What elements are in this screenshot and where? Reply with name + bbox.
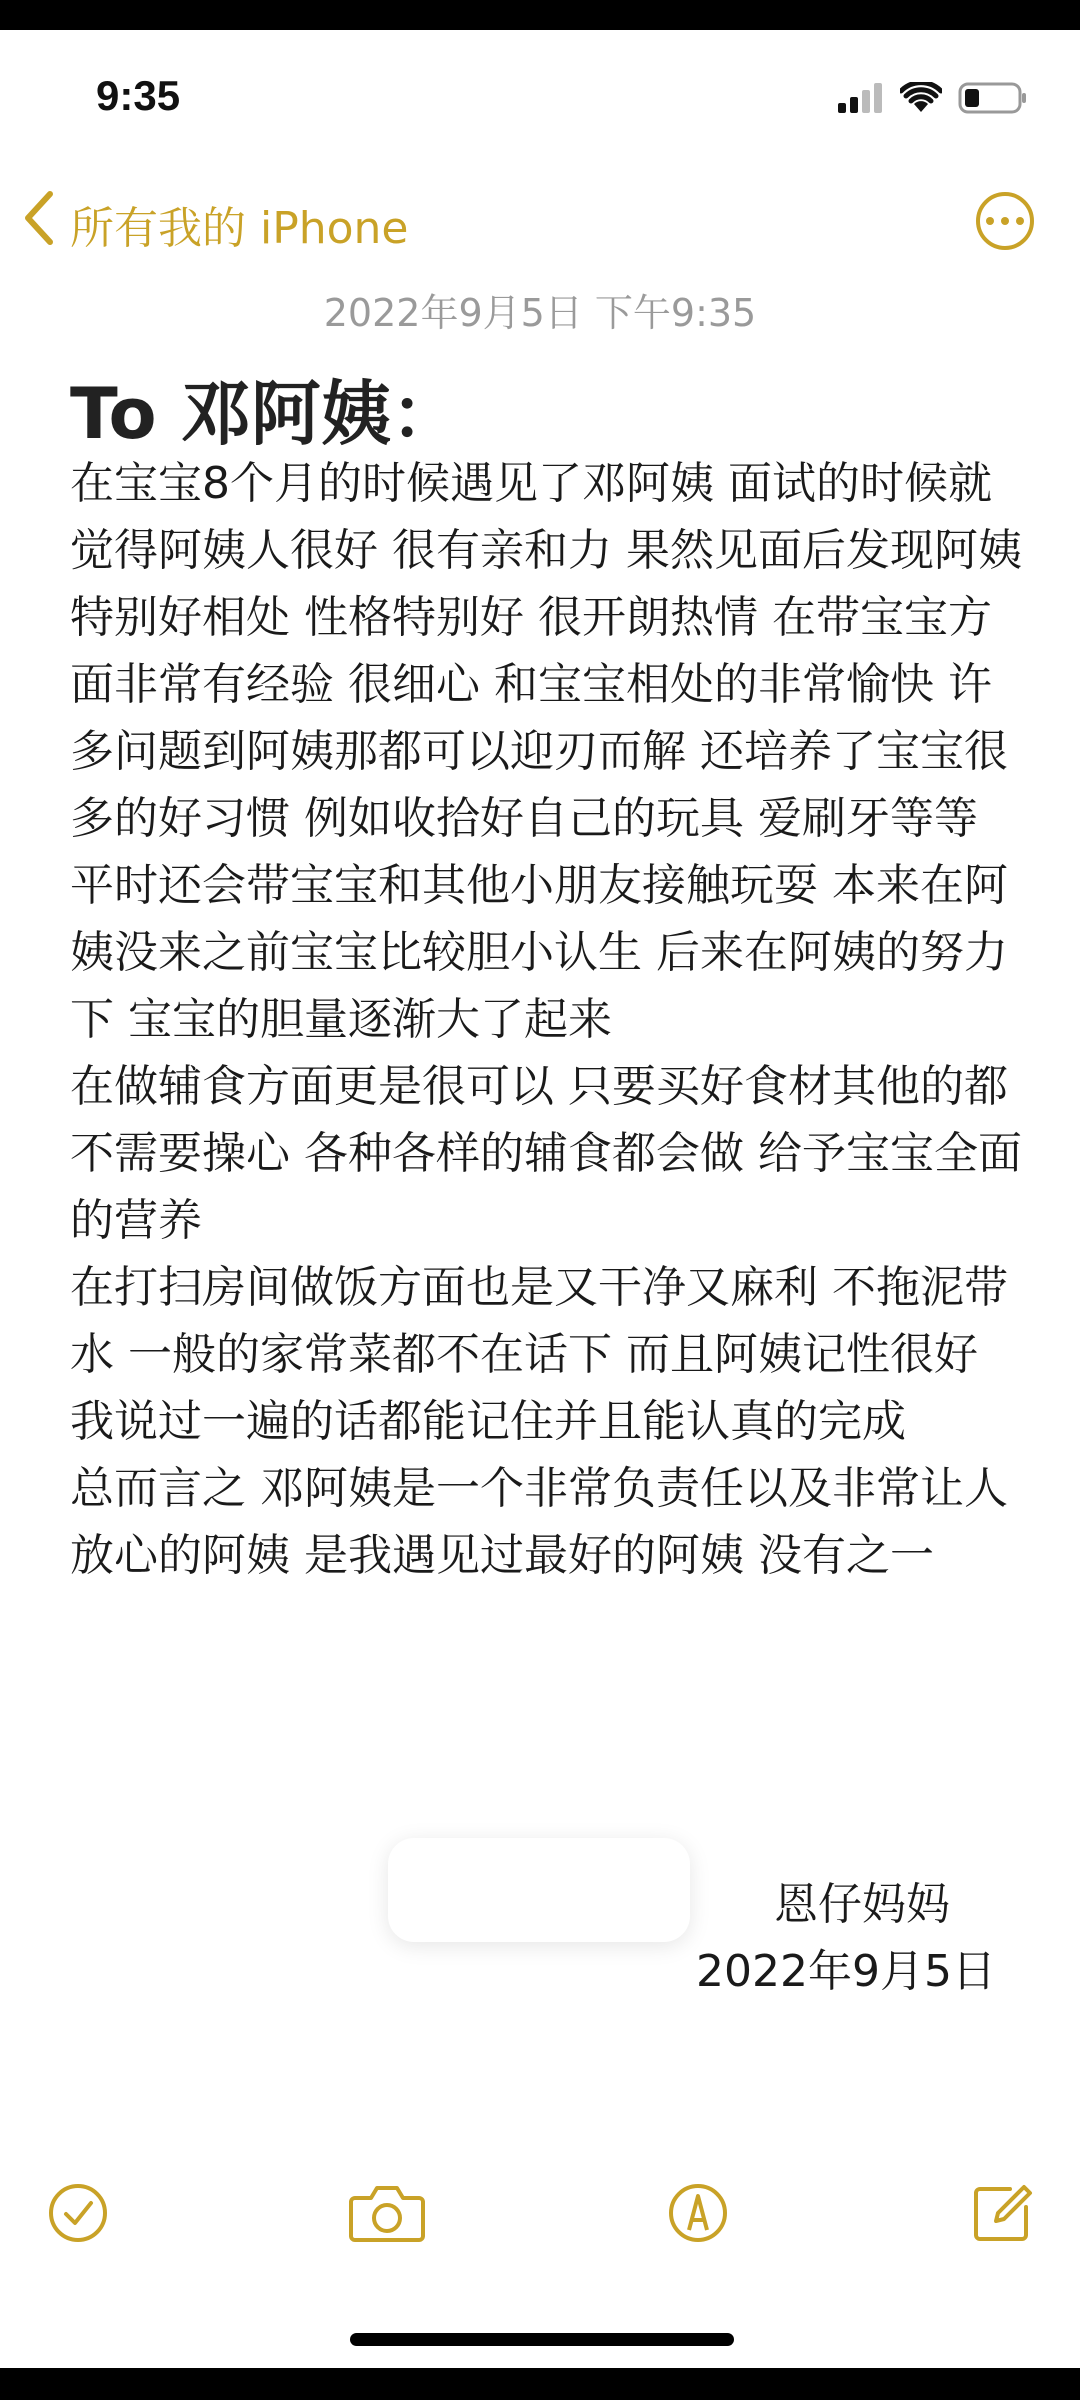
note-paragraph: 在打扫房间做饭方面也是又干净又麻利 不拖泥带水 一般的家常菜都不在话下 而且阿姨记性很好 我说过一遍的话都能记住并且能认真的完成 xyxy=(70,1262,1008,1447)
note-title[interactable]: To 邓阿姨： xyxy=(70,373,461,455)
note-paragraph: 总而言之 邓阿姨是一个非常负责任以及非常让人放心的阿姨 是我遇见过最好的阿姨 没有之一 xyxy=(70,1463,1008,1581)
top-border xyxy=(0,0,1080,30)
compose-icon xyxy=(970,2181,1034,2249)
back-button[interactable] xyxy=(22,190,409,257)
bottom-border xyxy=(0,2368,1080,2400)
wifi-icon xyxy=(900,82,942,118)
signature-date: 2022年9月5日 xyxy=(696,1946,996,1997)
compose-button[interactable] xyxy=(962,2175,1042,2255)
more-options-button[interactable] xyxy=(976,192,1034,250)
checklist-button[interactable] xyxy=(38,2175,118,2255)
camera-icon xyxy=(349,2182,425,2248)
note-paragraph: 在做辅食方面更是很可以 只要买好食材其他的都不需要操心 各种各样的辅食都会做 给予宝宝全面的营养 xyxy=(70,1061,1022,1246)
note-paragraph: 在宝宝8个月的时候遇见了邓阿姨 面试的时候就觉得阿姨人很好 很有亲和力 果然见面后发现阿姨特别好相处 性格特别好 很开朗热情 在带宝宝方面非常有经验 很细心 和宝宝相处的非常愉快 许多问题到阿姨那都可以迎刃而解 还培养了宝宝很多的好习惯 例如收拾好自己的玩具 爱刷牙等等 平时还会带宝宝和其他小朋友接触玩耍 本来在阿姨没来之前宝宝比较胆小认生 后来在阿姨的努力下 宝宝的胆量逐渐大了起来 xyxy=(70,458,1022,1045)
camera-button[interactable] xyxy=(347,2175,427,2255)
signature: 恩仔妈妈 xyxy=(774,1879,950,1930)
home-indicator[interactable] xyxy=(350,2333,734,2346)
status-icons xyxy=(838,80,1028,120)
popup-bubble xyxy=(388,1838,690,1942)
checklist-icon xyxy=(47,2182,109,2248)
chevron-left-icon xyxy=(22,190,56,257)
back-label: 所有我的 iPhone xyxy=(70,202,409,254)
signal-icon xyxy=(838,83,884,117)
battery-icon xyxy=(958,82,1028,118)
status-time: 9:35 xyxy=(96,72,181,119)
markup-button[interactable] xyxy=(658,2175,738,2255)
ellipsis-icon xyxy=(986,217,994,225)
markup-icon xyxy=(667,2182,729,2248)
note-date: 2022年9月5日 下午9:35 xyxy=(323,291,757,335)
note-body[interactable] xyxy=(70,450,1030,1589)
